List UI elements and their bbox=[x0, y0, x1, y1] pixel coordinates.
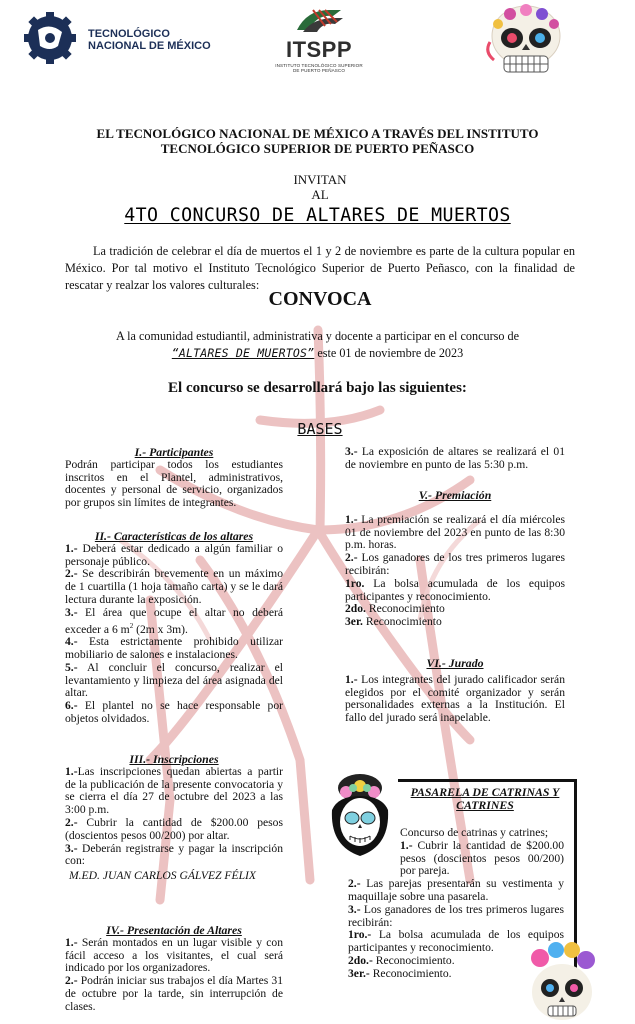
tecnm-logo-text: TECNOLÓGICO NACIONAL DE MÉXICO bbox=[88, 28, 211, 52]
pasarela-intro: Concurso de catrinas y catrines; bbox=[400, 826, 549, 839]
convoca-heading: CONVOCA bbox=[268, 288, 372, 310]
jurado-section bbox=[345, 657, 565, 725]
prize-item: 3er.- Reconocimiento. bbox=[348, 966, 452, 980]
pasarela-title: PASARELA DE CATRINAS Y CATRINES bbox=[410, 785, 560, 812]
list-item: 1.- Deberá estar dedicado a algún familiar o personaje público. bbox=[65, 541, 283, 568]
participantes-section bbox=[65, 446, 283, 510]
tecnm-gear-icon bbox=[24, 6, 84, 66]
list-item: 2.- Podrán iniciar sus trabajos el día Martes 31 de octubre por la tarde, sin interrupción de clases. bbox=[65, 974, 283, 1013]
prize-item: 1ro. La bolsa acumulada de los equipos participantes y reconocimiento. bbox=[345, 576, 565, 603]
list-item: 6.- El plantel no se hace responsable por objetos olvidados. bbox=[65, 699, 283, 726]
list-item: 1.- Serán montados en un lugar visible y con fácil acceso a los visitantes, el cual será indicado por los organizadores. bbox=[65, 935, 283, 975]
section-title: I.- Participantes bbox=[134, 445, 214, 459]
comunidad-paragraph: A la comunidad estudiantil, administrativa y docente a participar en el concurso de “ALTARES DE MUERTOS” este 01 de noviembre de 2023 bbox=[115, 329, 520, 360]
invitan-heading: INVITAN AL bbox=[293, 172, 347, 202]
section-title: III.- Inscripciones bbox=[129, 752, 219, 766]
itspp-logo: ITSPP INSTITUTO TECNOLÓGICO SUPERIOR DE PUERTO PEÑASCO bbox=[274, 6, 364, 78]
list-item: 1.- Los integrantes del jurado calificador serán elegidos por el comité organizador y serán personalidades externas a la Institución. El fallo del jurado será inapelable. bbox=[345, 672, 565, 725]
list-item: 2.- Las parejas presentarán su vestimenta y maquillaje sobre una pasarela. bbox=[348, 877, 564, 903]
section-title: II.- Características de los altares bbox=[94, 529, 254, 543]
altares-label: “ALTARES DE MUERTOS” bbox=[171, 346, 315, 360]
section-title: IV.- Presentación de Altares bbox=[106, 923, 242, 937]
bases-heading: BASES bbox=[297, 420, 343, 438]
itspp-emblem-icon bbox=[289, 6, 349, 34]
section-title: V.- Premiación bbox=[418, 488, 492, 502]
list-item: 3.- Deberán registrarse y pagar la inscripción con: bbox=[65, 841, 283, 868]
list-item: 2.- Se describirán brevemente en un máximo de 1 cuartilla (1 hoja tamaño carta) y se le dará lectura durante la exposición. bbox=[65, 567, 283, 606]
list-item: 4.- Esta estrictamente prohibido utilizar mobiliario de salones e instalaciones. bbox=[65, 635, 283, 662]
caracteristicas-section bbox=[65, 530, 283, 726]
list-item: 2.- Los ganadores de los tres primeros lugares recibirán: bbox=[345, 551, 565, 577]
inscripciones-section bbox=[65, 753, 283, 883]
list-item: 3.- Los ganadores de los tres primeros lugares recibirán: bbox=[348, 902, 564, 929]
concurso-title: 4TO CONCURSO DE ALTARES DE MUERTOS bbox=[124, 204, 511, 226]
prize-item: 3er. Reconocimiento bbox=[345, 615, 442, 629]
list-item: 2.- Cubrir la cantidad de $200.00 pesos (doscientos pesos 00/200) por altar. bbox=[65, 815, 283, 842]
section-title: VI.- Jurado bbox=[426, 656, 484, 670]
intro-paragraph: La tradición de celebrar el día de muertos el 1 y 2 de noviembre es parte de la cultura popular en México. Por tal motivo el Instituto Tecnológico Superior de Puerto Peñasco, con la finalidad de rescatar y realzar los valores culturales: bbox=[65, 244, 575, 292]
list-item: 3.- El área que ocupe el altar no deberá exceder a 6 $m^2$ (2m x 3m). bbox=[65, 605, 283, 636]
sugar-skull-bottom-icon bbox=[524, 942, 600, 1024]
contact-name: M.ED. JUAN CARLOS GÁLVEZ FÉLIX bbox=[69, 869, 256, 883]
sugar-skull-icon bbox=[480, 2, 572, 82]
prize-item: 1ro.- La bolsa acumulada de los equipos participantes y reconocimiento. bbox=[348, 928, 564, 955]
section-text: Podrán participar todos los estudiantes inscritos en el Plantel, administrativos, docentes y personal de servicio, organizados por grupos sin límites de integrantes. bbox=[65, 457, 283, 510]
list-item: 5.- Al concluir el concurso, realizar el levantamiento y limpieza del área asignada del altar. bbox=[65, 660, 283, 700]
list-item: 1.- La premiación se realizará el día miércoles 01 de noviembre del 2023 en punto de las 8:30 p.m. horas. bbox=[345, 512, 565, 552]
bases-intro-heading: El concurso se desarrollará bajo las siguientes: bbox=[168, 380, 467, 396]
list-item: 1.-Las inscripciones quedan abiertas a partir de la publicación de la presente convocatoria y se cierra el día 27 de octubre del 2023 a las 3:00 p.m. bbox=[65, 764, 283, 817]
premiacion-section bbox=[345, 489, 565, 629]
prize-item: 2do. Reconocimiento bbox=[345, 602, 445, 616]
presentacion-section bbox=[65, 924, 283, 1014]
exposicion-item: 3.- La exposición de altares se realizará el 01 de noviembre en punto de las 5:30 p.m. bbox=[345, 445, 565, 471]
page-title: EL TECNOLÓGICO NACIONAL DE MÉXICO A TRAVÉS DEL INSTITUTO TECNOLÓGICO SUPERIOR DE PUERTO PEÑASCO bbox=[96, 126, 539, 156]
list-item: 1.- Cubrir la cantidad de $200.00 pesos (doscientos pesos 00/200) por pareja. bbox=[400, 838, 564, 878]
prize-item: 2do.- Reconocimiento. bbox=[348, 953, 455, 967]
